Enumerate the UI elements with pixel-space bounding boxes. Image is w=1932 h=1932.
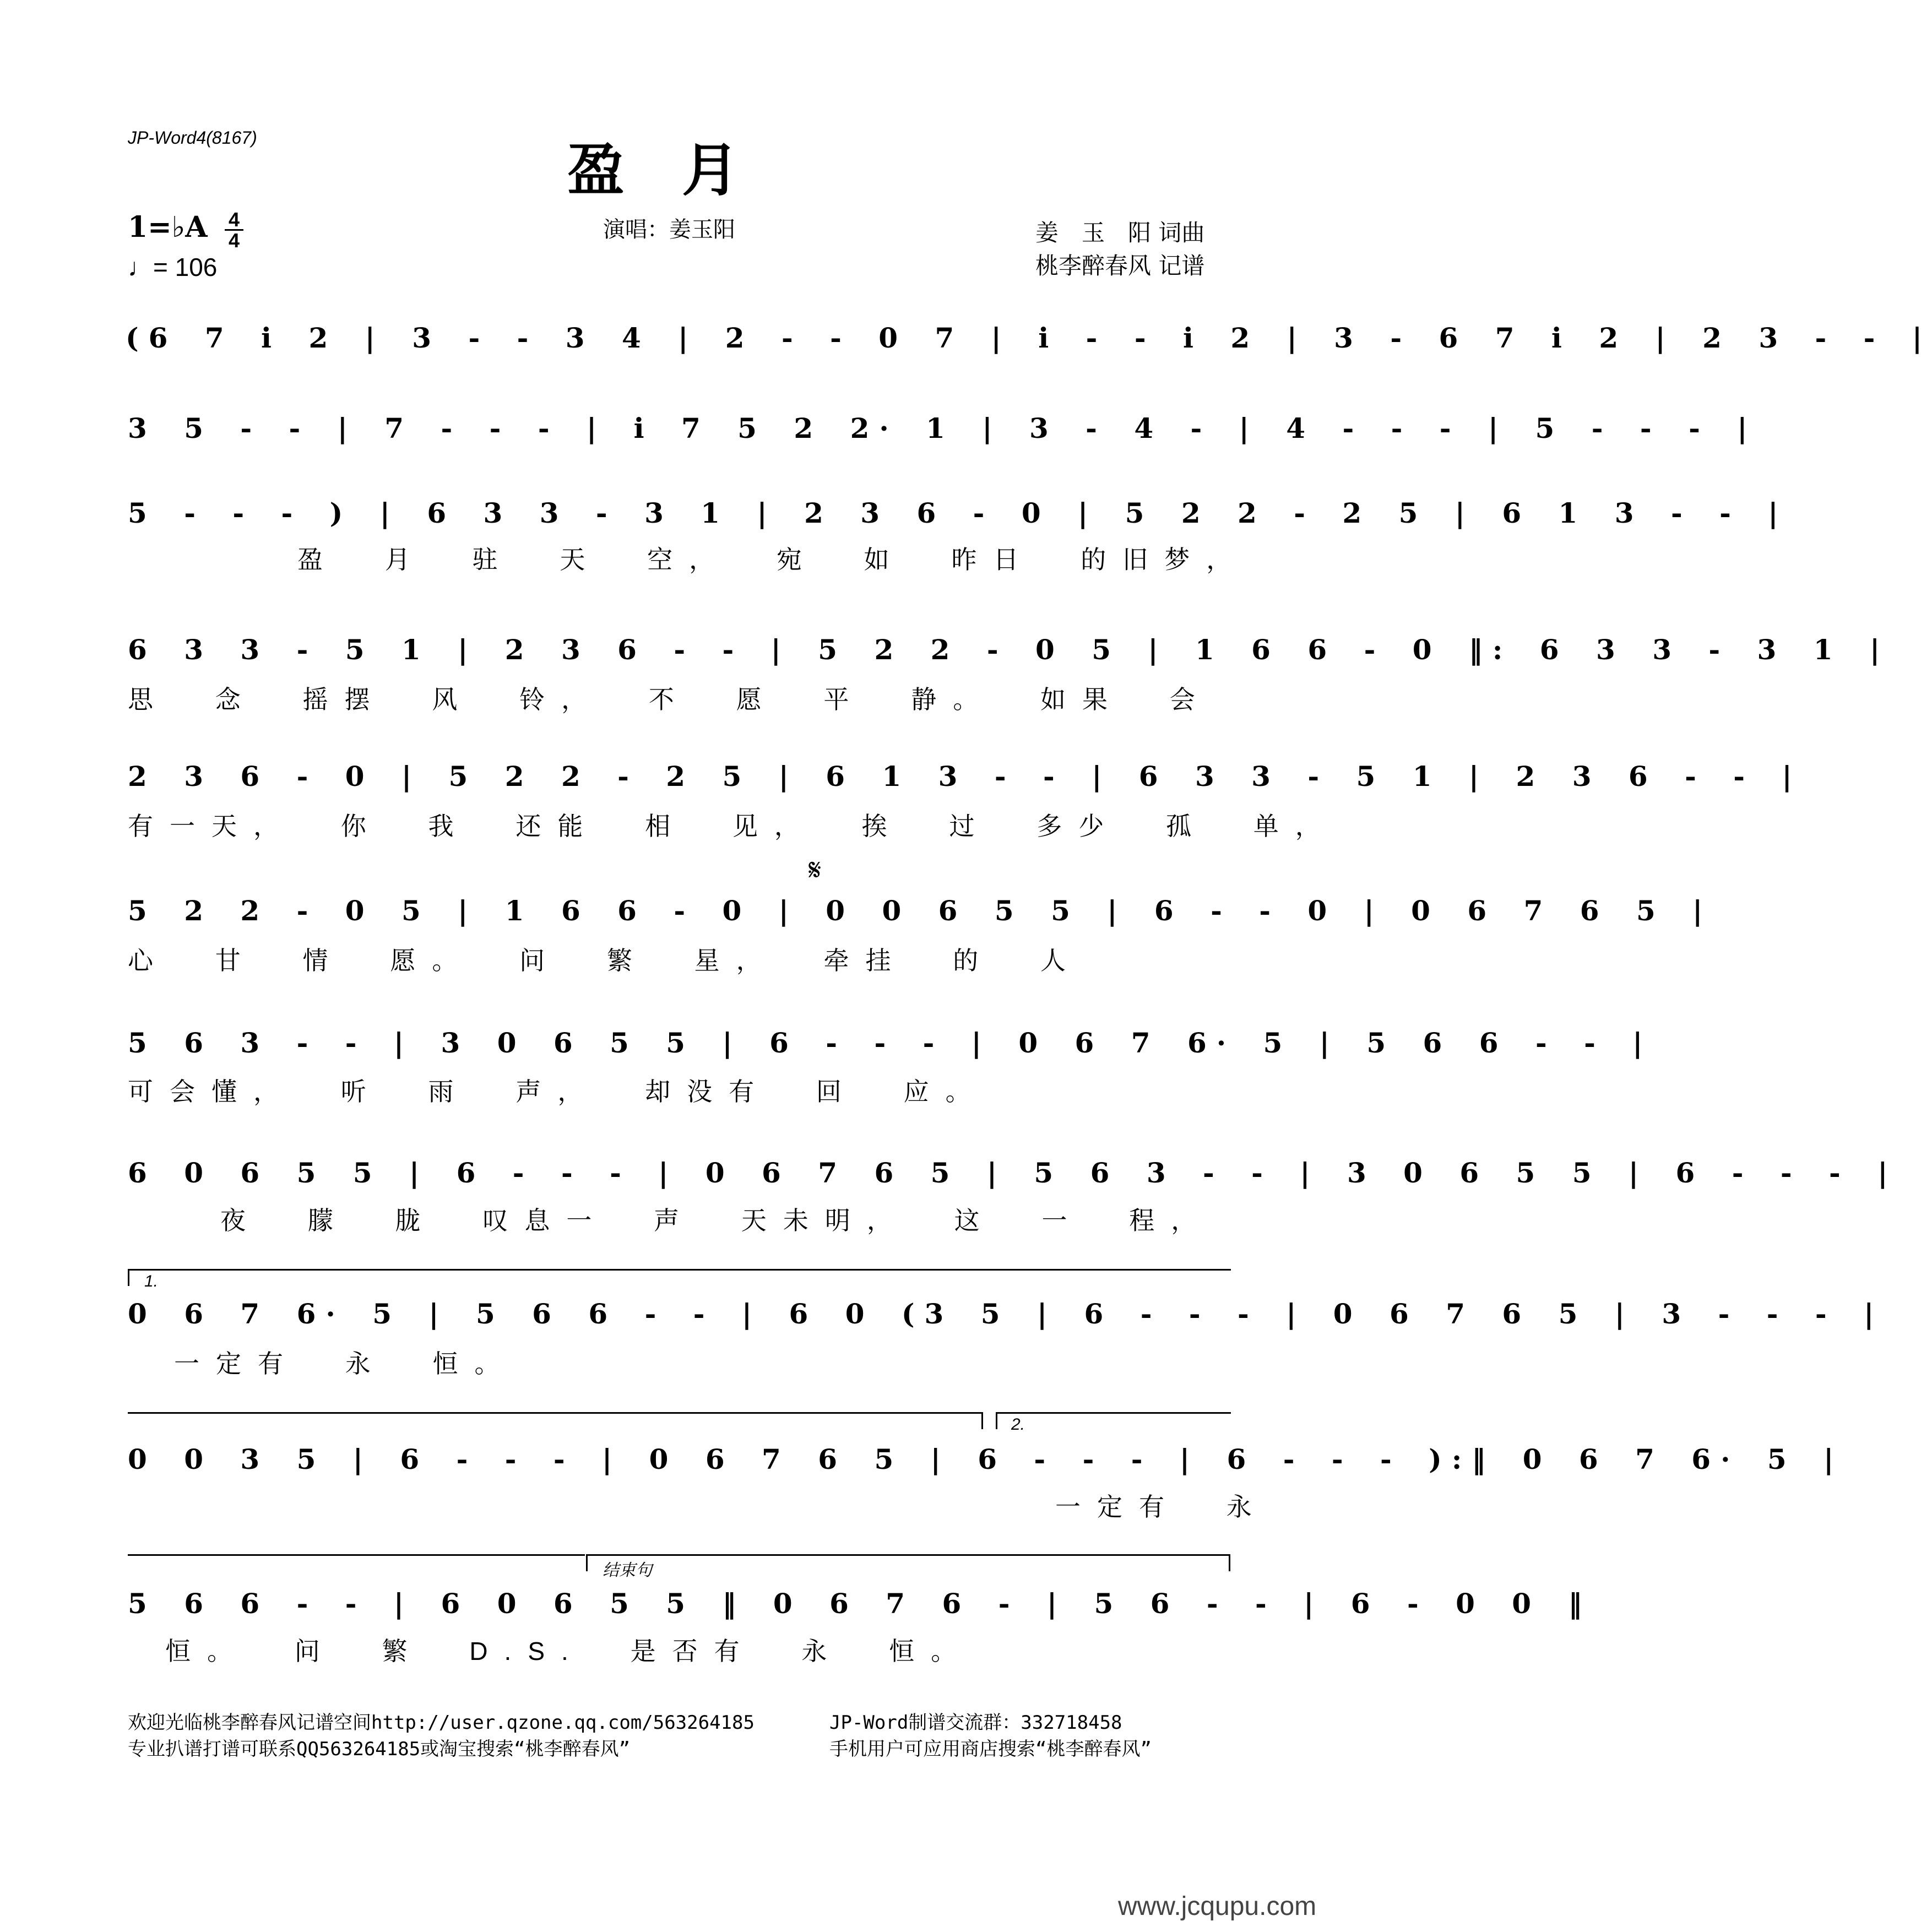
footer-line-2-left: 专业扒谱打谱可联系QQ563264185或淘宝搜索“桃李醉春风” (128, 1738, 631, 1760)
lyric-line: 恒。 问 繁 D.S. 是否有 永 恒。 (165, 1637, 973, 1665)
segno-sign: 𝄋 (808, 853, 822, 887)
lyricist-composer-credit: 姜 玉 阳 词曲 (1035, 219, 1205, 246)
volta-2-bracket (996, 1412, 1231, 1429)
software-version: JP-Word4(8167) (128, 128, 257, 148)
time-sig-bottom: 4 (228, 229, 240, 252)
footer-line-1-right: JP-Word制谱交流群：332718458 (829, 1712, 1122, 1734)
lyric-line: 盈 月 驻 天 空， 宛 如 昨日 的旧梦， (297, 545, 1249, 574)
score-row: 5 2 2 - 0 5 | 1 6 6 - 0 | 0 0 6 5 5 | 6 - - 0 | 0 6 7 6 5 | (128, 894, 1713, 927)
score-row: 6 3 3 - 5 1 | 2 3 6 - - | 5 2 2 - 0 5 | 1 6 6 - 0 ‖: 6 3 3 - 3 1 | (128, 633, 1890, 666)
score-row: 3 5 - - | 7 - - - | i 7 5 2 2· 1 | 3 - 4 - | 4 - - - | 5 - - - | (128, 412, 1757, 444)
score-row: 2 3 6 - 0 | 5 2 2 - 2 5 | 6 1 3 - - | 6 3 3 - 5 1 | 2 3 6 - - | (128, 760, 1802, 793)
footer-line-2-right: 手机用户可应用商店搜索“桃李醉春风” (829, 1738, 1152, 1760)
volta-1-label: 1. (144, 1272, 159, 1290)
score-row: (6 7 i 2 | 3 - - 3 4 | 2 - - 0 7 | i - - i 2 | 3 - 6 7 i 2 | 2 3 - - | (126, 322, 1932, 354)
ending-label: 结束句 (603, 1561, 652, 1580)
lyric-line: 一定有 永 (1055, 1493, 1268, 1521)
score-row: 5 6 3 - - | 3 0 6 5 5 | 6 - - - | 0 6 7 6· 5 | 5 6 6 - - | (128, 1027, 1653, 1059)
time-sig-top: 4 (225, 210, 243, 231)
ending-bracket (586, 1554, 1230, 1571)
lyric-line: 有一天， 你 我 还能 相 见， 挨 过 多少 孤 单， (128, 812, 1337, 840)
page-title: 盈 月 (567, 137, 740, 204)
transcriber-credit: 桃李醉春风 记谱 (1035, 252, 1205, 279)
footer-line-1-left: 欢迎光临桃李醉春风记谱空间http://user.qzone.qq.com/563264185 (128, 1712, 755, 1734)
score-row: 6 0 6 5 5 | 6 - - - | 0 6 7 6 5 | 5 6 3 - - | 3 0 6 5 5 | 6 - - - | (128, 1157, 1898, 1189)
score-row: 5 - - - ) | 6 3 3 - 3 1 | 2 3 6 - 0 | 5 2 2 - 2 5 | 6 1 3 - - | (128, 497, 1788, 529)
score-row: 5 6 6 - - | 6 0 6 5 5 ‖ 0 6 7 6 - | 5 6 - - | 6 - 0 0 ‖ (128, 1587, 1592, 1620)
volta-1-bracket (128, 1269, 1231, 1286)
watermark: www.jcqupu.com (1118, 1892, 1317, 1921)
volta-2-bracket-continued (128, 1554, 585, 1571)
tempo-marking: ♩= 106 (128, 253, 218, 281)
singer-credit: 演唱：姜玉阳 (603, 217, 735, 242)
lyric-line: 思 念 摇摆 风 铃， 不 愿 平 静。 如果 会 (128, 685, 1212, 714)
lyric-line: 夜 朦 胧 叹息一 声 天未明， 这 一 程， (220, 1206, 1213, 1235)
score-row: 0 0 3 5 | 6 - - - | 0 6 7 6 5 | 6 - - - | 6 - - - ):‖ 0 6 7 6· 5 | (128, 1443, 1844, 1475)
lyric-line: 一定有 永 恒。 (174, 1349, 517, 1378)
score-row: 0 6 7 6· 5 | 5 6 6 - - | 6 0 (3 5 | 6 - - - | 0 6 7 6 5 | 3 - - - | (128, 1298, 1884, 1330)
lyric-line: 心 甘 情 愿。 问 繁 星， 牵挂 的 人 (128, 946, 1083, 975)
key-text: 1=♭A (128, 210, 208, 244)
volta-2-label: 2. (1011, 1415, 1025, 1434)
volta-1-bracket-continued (128, 1412, 983, 1429)
lyric-line: 可会懂， 听 雨 声， 却没有 回 应。 (128, 1077, 987, 1106)
